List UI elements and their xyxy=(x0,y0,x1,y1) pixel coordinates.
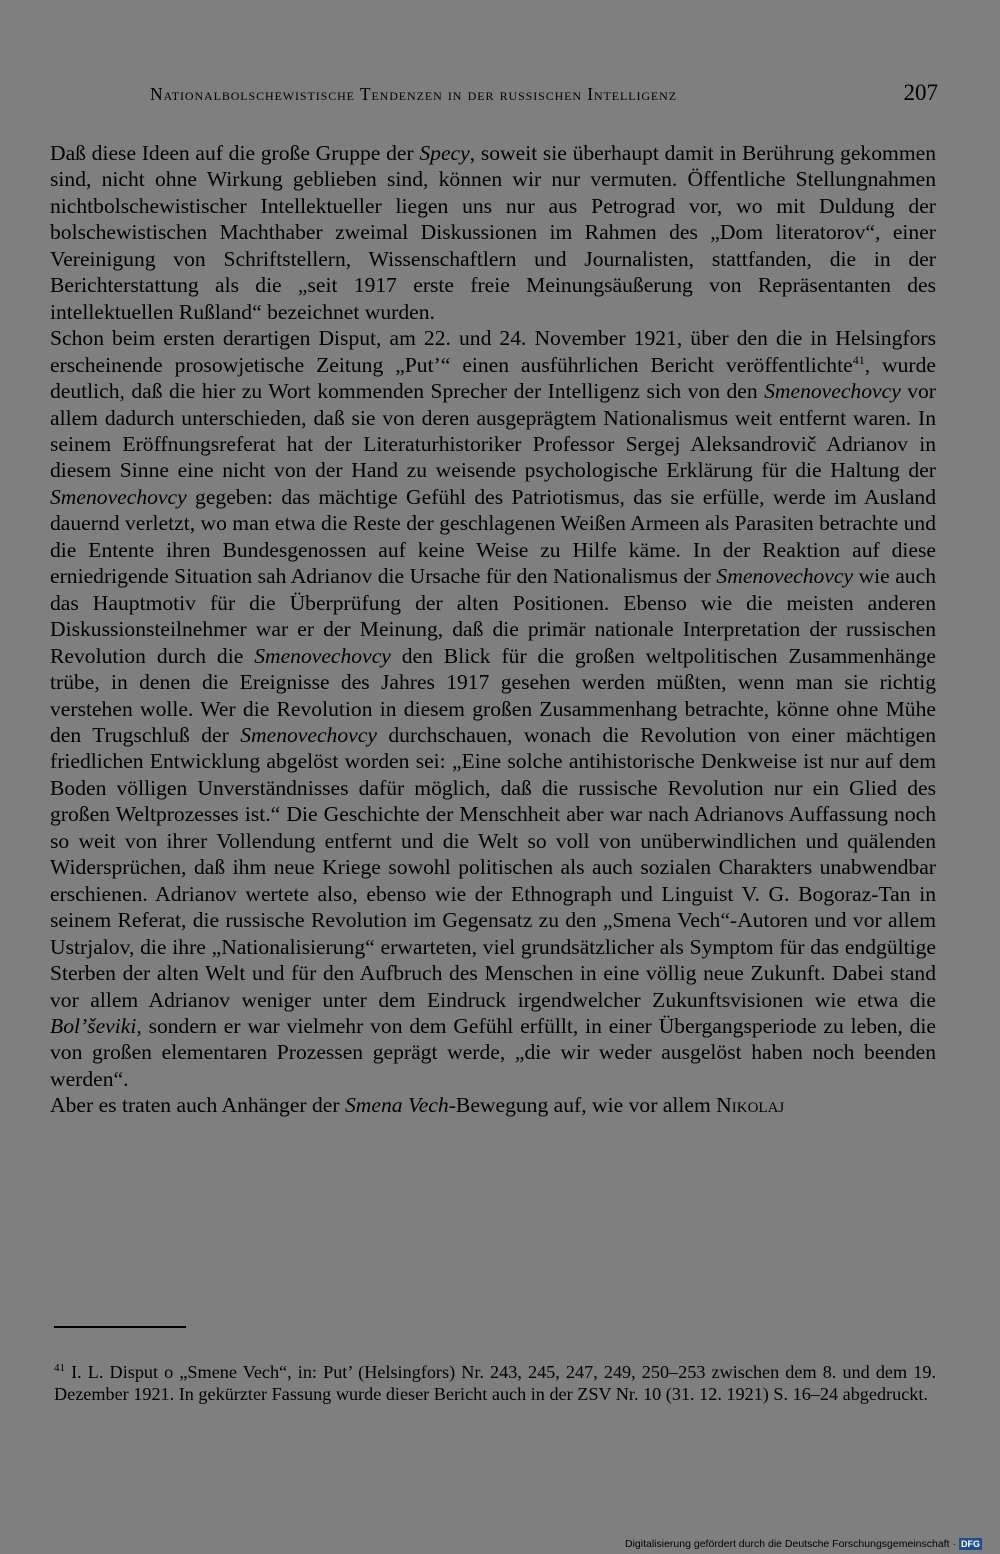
paragraph xyxy=(50,1092,936,1118)
body-text xyxy=(50,140,936,1119)
text-run: Schon beim ersten derartigen Disput, am 22. und 24. November 1921, über den die in Helsingfors erscheinende prosowjetische Zeitung „Put’“ einen ausführlichen Bericht veröffentlichte xyxy=(50,326,936,377)
italic-term: Smena Vech xyxy=(344,1093,449,1118)
italic-term: Smenovechovcy xyxy=(240,722,377,747)
footnotes xyxy=(54,1362,936,1405)
paragraph xyxy=(50,140,936,325)
page-number: 207 xyxy=(903,80,938,105)
small-caps-name: Nikolaj xyxy=(716,1093,785,1118)
footnote-reference: 41 xyxy=(852,352,865,367)
footnote-divider xyxy=(54,1326,186,1328)
running-head xyxy=(50,80,938,110)
footnote xyxy=(54,1362,936,1405)
italic-term: Smenovechovcy xyxy=(764,379,901,404)
text-run: den Blick für die großen weltpolitischen Zusammenhänge trübe, in denen die Ereignisse des Jahres 1917 gesehen werden müßten, wenn man sie richtig verstehen wolle. Wer die Revolution in diesem großen Zusammenhang betrachte, könne ohne Mühe den Trugschluß der xyxy=(50,643,936,747)
text-run: -Bewegung auf, wie vor allem xyxy=(448,1093,717,1118)
italic-term: Specy xyxy=(419,141,470,165)
italic-term: Smenovechovcy xyxy=(716,564,854,589)
text-run: durchschauen, wonach die Revolution von einer mächtigen friedlichen Entwicklung abgelöst worden sei: „Eine solche antihistorische Denkweise ist nur auf dem Boden völligen Unverständnisses dafür möglich, daß die russische Revolution nur ein Glied des großen Weltprozesses ist.“ Die Geschichte der Menschheit aber war nach Adrianovs Auffassung noch so weit von ihrer Vollendung entfernt und die Welt so voll von unüberwindlichen und quälenden Widersprüchen, daß ihm neue Kriege sowohl politischen als auch sozialen Charakters unabwendbar erschienen. Adrianov wertete also, ebenso wie der Ethnograph und Linguist V. G. Bogoraz-Tan in seinem Referat, die russische Revolution im Gegensatz zu den „Smena Vech“-Autoren und vor allem Ustrjalov, die ihre „Nationalisierung“ erwarteten, viel grundsätzlicher als Symptom für das endgültige Sterben der alten Welt und für den Aufbruch des Menschen in eine völlig neue Zukunft. Dabei stand vor allem Adrianov weniger unter dem Eindruck irgendwelcher Zukunftsvisionen wie etwa die xyxy=(50,722,936,1012)
text-run: , wurde deutlich, daß die hier zu Wort kommenden Sprecher der Intelligenz sich von den xyxy=(50,352,936,404)
italic-term: Smenovechovcy xyxy=(50,484,187,509)
running-title: Nationalbolschewistische Tendenzen in der russischen Intelligenz xyxy=(150,84,677,104)
digitization-footer xyxy=(625,1537,982,1551)
italic-term: Bol’ševiki xyxy=(50,1013,137,1038)
text-run: wie auch das Hauptmotiv für die Überprüfung der alten Positionen. Ebenso wie die meisten anderen Diskussionsteilnehmer war er der Meinung, daß die primär nationale Interpretation der russischen Revolution durch die xyxy=(50,564,936,668)
text-run: , soweit sie überhaupt damit in Berührung gekommen sind, nicht ohne Wirkung geblieben sind, können wir nur vermuten. Öffentliche Stellungnahmen nichtbolschewistischer Intellektueller liegen uns nur aus Petrograd vor, wo mit Duldung der bolschewistischen Machthaber zweimal Diskussionen im Rahmen des „Dom literatorov“, einer Vereinigung von Schriftstellern, Wissenschaftlern und Journalisten, stattfanden, die in der Berichterstattung als die „seit 1917 erste freie Meinungsäußerung von Repräsentanten des intellektuellen Rußland“ bezeichnet wurden. xyxy=(50,141,937,324)
italic-term: Smenovechovcy xyxy=(254,643,391,668)
text-run: , sondern er war vielmehr von dem Gefühl erfüllt, in einer Übergangsperiode zu leben, die von großen elementaren Prozessen geprägt werde, „die wir weder ausgelöst haben noch beenden werden“. xyxy=(50,1013,936,1091)
footer-separator: · xyxy=(952,1538,956,1550)
text-run: Daß diese Ideen auf die große Gruppe der xyxy=(50,141,420,165)
digitization-note: Digitalisierung gefördert durch die Deutsche Forschungsgemeinschaft xyxy=(624,1538,950,1550)
footnote-text: I. L. Disput o „Smene Vech“, in: Put’ (Helsingfors) Nr. 243, 245, 247, 249, 250–253 zwischen dem 8. und dem 19. Dezember 1921. In gekürzter Fassung wurde dieser Bericht auch in der ZSV Nr. 10 (31. 12. 1921) S. 16–24 abgedruckt. xyxy=(54,1362,936,1404)
text-run: gegeben: das mächtige Gefühl des Patriotismus, das sie erfülle, werde im Ausland dauernd verletzt, wo man etwa die Reste der geschlagenen Weißen Armeen als Parasiten betrachte und die Entente ihren Bundesgenossen auf keine Weise zu Hilfe käme. In der Reaktion auf diese erniedrigende Situation sah Adrianov die Ursache für den Nationalismus der xyxy=(50,484,936,589)
dfg-logo-icon: DFG xyxy=(961,1539,980,1549)
text-run: Aber es traten auch Anhänger der xyxy=(50,1093,345,1118)
paragraph xyxy=(50,325,936,1092)
footnote-marker: 41 xyxy=(54,1362,65,1374)
text-run: vor allem dadurch unterschieden, daß sie von deren ausgeprägtem Nationalismus weit entfernt waren. In seinem Eröffnungsreferat hat der Literaturhistoriker Professor Sergej Aleksandrovič Adrianov in diesem Sinne eine nicht von der Hand zu weisende psychologische Erklärung für die Haltung der xyxy=(50,379,937,483)
